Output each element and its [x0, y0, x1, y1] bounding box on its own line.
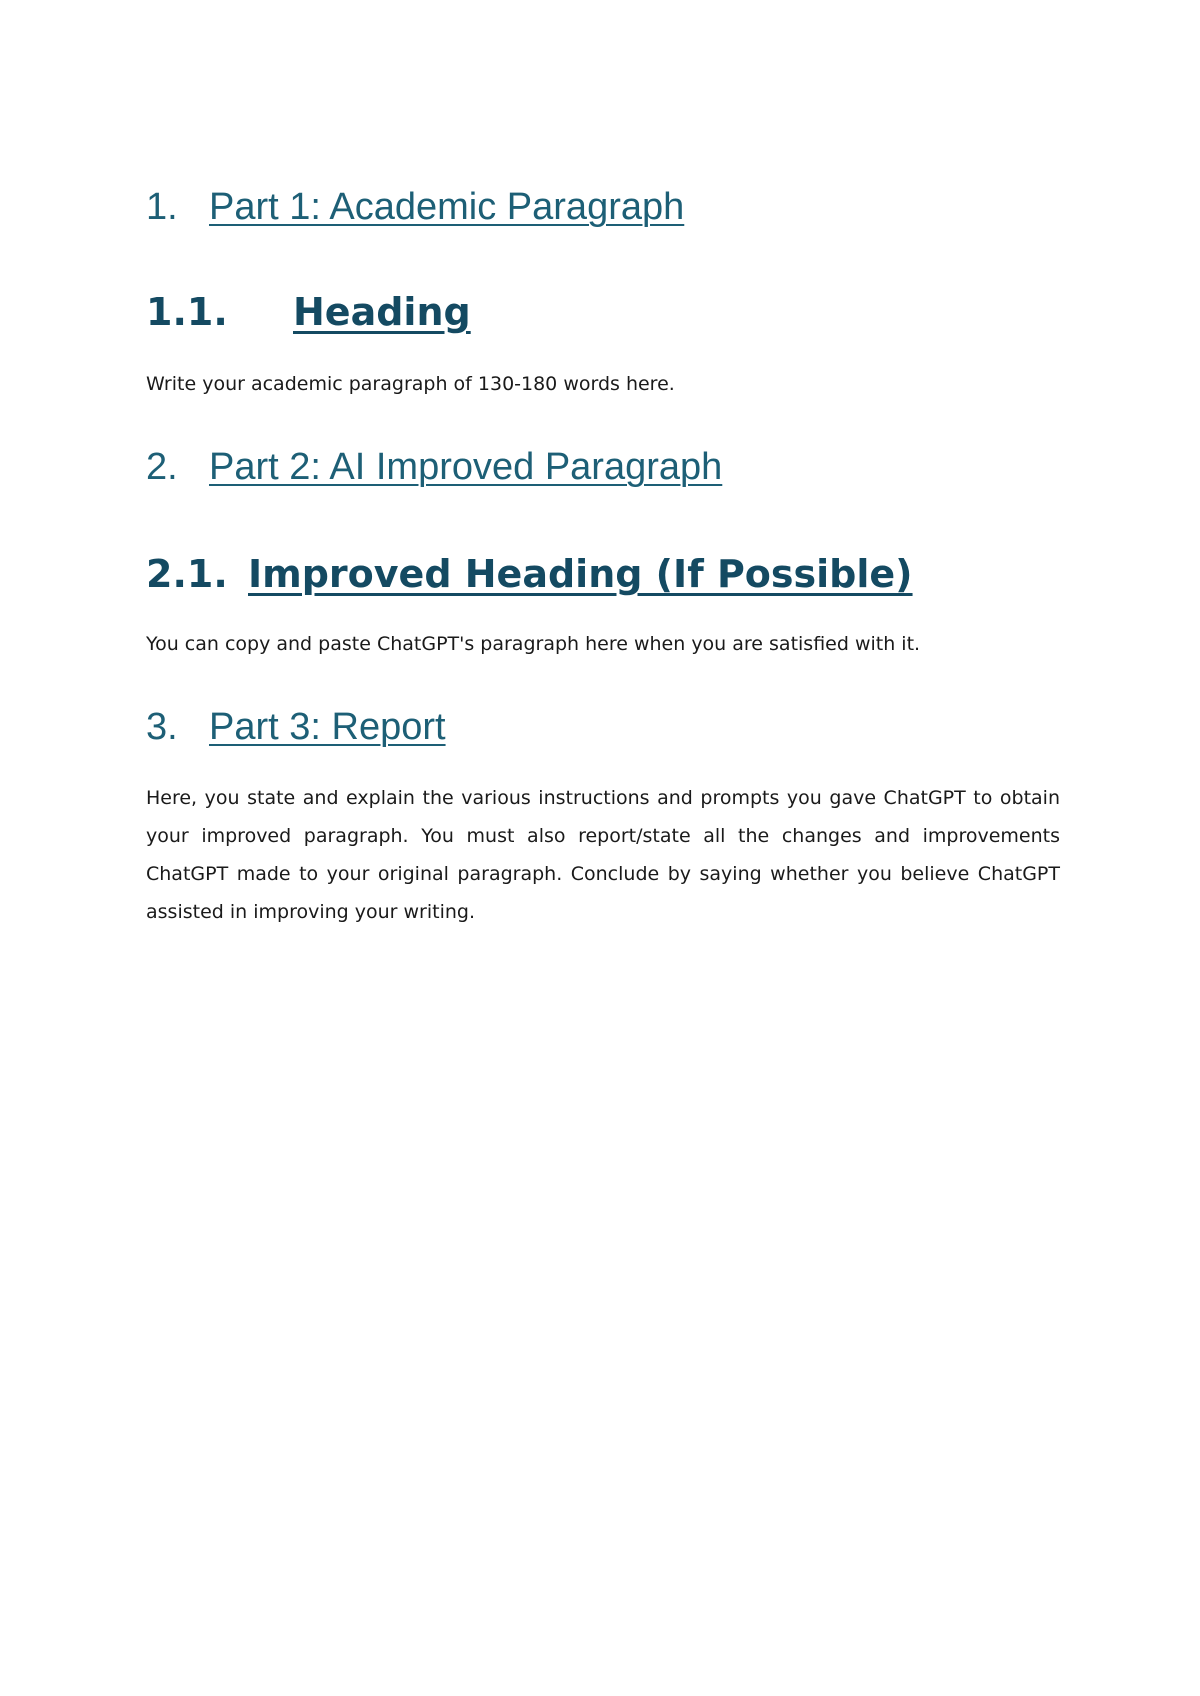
subsection-2-1-title: Improved Heading (If Possible) — [248, 552, 913, 596]
section-3-title: Part 3: Report — [209, 706, 446, 748]
subsection-1-1-number: 1.1. — [146, 290, 228, 334]
section-3-heading — [146, 708, 446, 746]
section-1-heading — [146, 188, 684, 226]
section-1-number: 1. — [146, 186, 178, 228]
section-3-body: Here, you state and explain the various instructions and prompts you gave ChatGPT to obtain your improved paragraph. You must also report/state all the changes and improvements ChatGPT made to your original paragraph. Conclude by saying whether you believe ChatGPT assisted in improving your writing. — [146, 787, 1060, 923]
subsection-1-1-heading — [146, 290, 471, 334]
subsection-1-1-body: Write your academic paragraph of 130-180 words here. — [146, 373, 675, 395]
subsection-2-1-body: You can copy and paste ChatGPT's paragraph here when you are satisfied with it. — [146, 633, 921, 655]
section-3-number: 3. — [146, 706, 178, 748]
section-2-number: 2. — [146, 446, 178, 488]
section-2-title: Part 2: AI Improved Paragraph — [209, 446, 723, 488]
subsection-2-1-heading — [146, 552, 913, 596]
section-2-heading — [146, 448, 722, 486]
subsection-2-1-number: 2.1. — [146, 552, 228, 596]
section-1-title: Part 1: Academic Paragraph — [209, 186, 685, 228]
subsection-1-1-title: Heading — [293, 290, 471, 334]
